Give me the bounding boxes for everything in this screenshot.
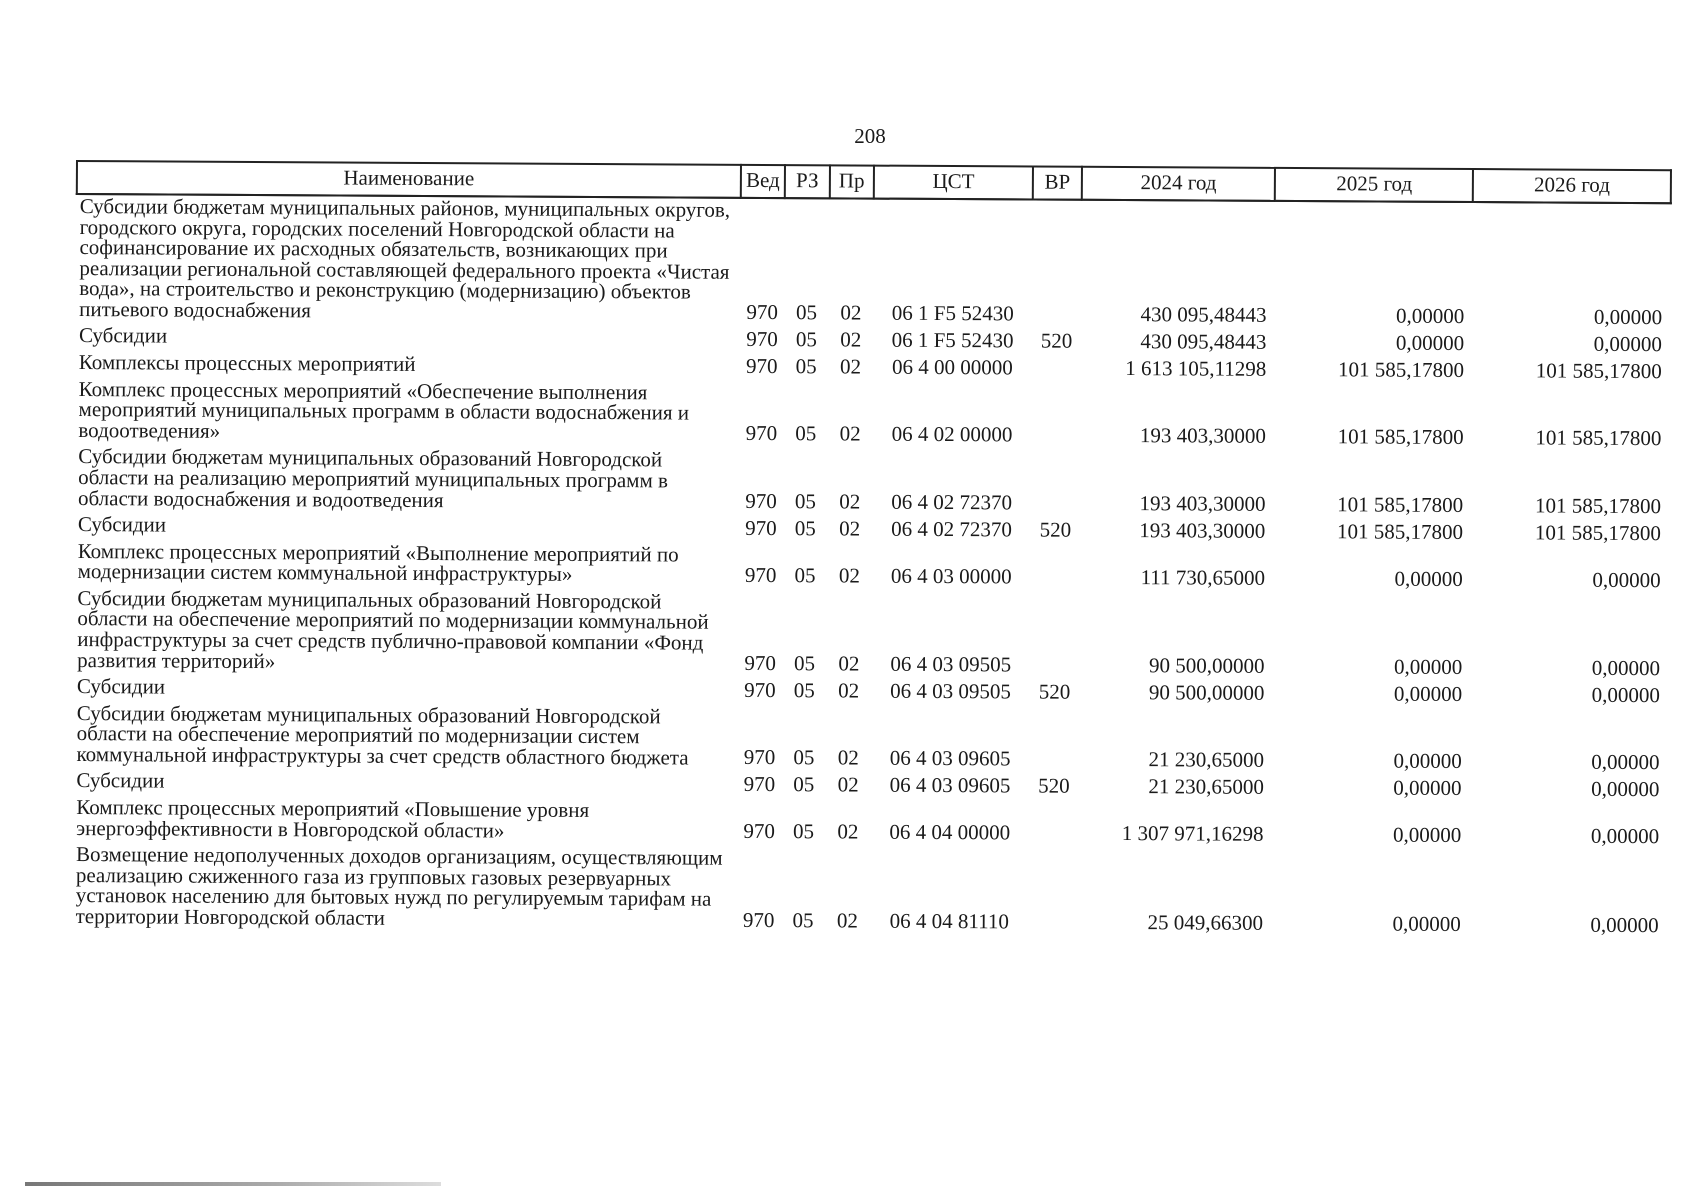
row-amount-2025: 101 585,17800 [1337, 356, 1465, 382]
row-amount-2024: 111 730,65000 [1140, 564, 1266, 590]
row-amount-2026: 0,00000 [1592, 567, 1661, 592]
row-cst: 06 1 F5 52430 [891, 301, 1014, 326]
row-amount-2025: 0,00000 [1393, 749, 1462, 774]
row-cst: 06 1 F5 52430 [891, 327, 1014, 353]
row-amount-2025: 0,00000 [1395, 330, 1465, 356]
row-pr: 02 [839, 489, 861, 514]
table-row [76, 194, 1671, 334]
row-ved: 970 [743, 771, 776, 797]
row-vr [1031, 545, 1080, 592]
row-name: Субсидии бюджетам муниципальных образований Новгородской области на обеспечение мероприятий по модернизации коммунальной инфраструктуры за счет средств публично-правовой компании «Фонд развития территорий» [77, 585, 709, 673]
table-row [73, 702, 1667, 779]
table-row [73, 843, 1667, 940]
row-amount-2026: 0,00000 [1593, 331, 1663, 357]
row-name: Субсидии [78, 323, 168, 348]
row-ved: 970 [746, 326, 778, 352]
row-vr [1030, 707, 1079, 775]
row-amount-2024: 1 613 105,11298 [1125, 355, 1267, 381]
row-vr [1032, 357, 1081, 384]
table-row [74, 587, 1668, 684]
row-amount-2024: 430 095,48443 [1140, 329, 1267, 354]
row-cst: 06 4 02 72370 [891, 489, 1013, 515]
row-pr: 02 [837, 819, 859, 844]
row-rz: 05 [794, 489, 817, 514]
row-ved: 970 [746, 300, 778, 325]
row-name: Комплекс процессных мероприятий «Обеспечение выполнения мероприятий муниципальных программ в области водоснабжения и водоотведения» [78, 376, 690, 443]
row-name: Комплекс процессных мероприятий «Повышение уровня энергоэффективности в Новгородской области» [76, 795, 590, 843]
row-cst: 06 4 03 00000 [890, 563, 1012, 589]
row-amount-2024: 1 307 971,16298 [1121, 821, 1264, 847]
row-rz: 05 [794, 515, 816, 540]
row-cst: 06 4 00 00000 [892, 354, 1013, 380]
row-vr: 520 [1040, 328, 1073, 353]
scan-edge-line [25, 1182, 441, 1186]
row-amount-2026: 0,00000 [1591, 750, 1660, 775]
page-number: 208 [854, 124, 886, 148]
row-cst: 06 4 03 09505 [890, 651, 1012, 677]
row-amount-2026: 101 585,17800 [1534, 520, 1661, 545]
row-amount-2024: 90 500,00000 [1148, 679, 1265, 705]
row-amount-2025: 0,00000 [1393, 775, 1462, 801]
row-amount-2026: 0,00000 [1590, 823, 1660, 849]
row-cst: 06 4 04 81110 [889, 908, 1009, 933]
row-ved: 970 [745, 488, 777, 514]
row-pr: 02 [840, 327, 862, 352]
row-amount-2026: 101 585,17800 [1534, 493, 1662, 519]
header-pr: Пр [829, 165, 874, 198]
row-pr: 02 [838, 563, 860, 588]
row-rz: 05 [793, 651, 816, 676]
row-ved: 970 [744, 677, 776, 702]
row-amount-2026: 101 585,17800 [1535, 358, 1662, 383]
header-name: Наименование [77, 161, 741, 198]
table-row [75, 445, 1669, 522]
row-rz: 05 [795, 421, 817, 446]
row-amount-2025: 0,00000 [1393, 822, 1462, 848]
row-pr: 02 [839, 421, 861, 446]
row-rz: 05 [795, 327, 817, 352]
row-name: Субсидии бюджетам муниципальных образований Новгородской области на обеспечение мероприятий по модернизации систем коммунальной инфраструктуры за счет средств областного бюджета [76, 700, 689, 770]
row-vr: 520 [1039, 517, 1072, 542]
row-amount-2024: 193 403,30000 [1139, 517, 1266, 543]
row-name: Субсидии бюджетам муниципальных районов, муниципальных округов, городского округа, городских поселений Новгородской области на софинансирование их расходных обязательств, возникающих при реализации региональной составляющей федерального проекта «Чистая вода», на строительство и реконструкцию (модернизацию) объектов питьевого водоснабжения [79, 194, 731, 323]
row-cst: 06 4 02 72370 [891, 516, 1012, 542]
row-pr: 02 [837, 745, 859, 770]
row-pr: 02 [837, 772, 859, 797]
row-rz: 05 [793, 745, 815, 770]
row-pr: 02 [839, 516, 861, 541]
row-vr: 520 [1038, 773, 1070, 798]
row-amount-2026: 0,00000 [1593, 305, 1663, 330]
row-cst: 06 4 03 09605 [889, 746, 1011, 771]
row-name: Комплекс процессных мероприятий «Выполнение мероприятий по модернизации систем коммунальной инфраструктуры» [77, 538, 679, 587]
row-amount-2025: 101 585,17800 [1337, 424, 1464, 450]
row-cst: 06 4 04 00000 [889, 819, 1011, 845]
row-rz: 05 [792, 907, 814, 932]
row-vr [1031, 451, 1080, 519]
row-vr: 520 [1038, 679, 1071, 704]
row-vr [1029, 802, 1078, 849]
row-amount-2026: 0,00000 [1590, 912, 1659, 937]
table-row [75, 378, 1669, 455]
header-ved: Вед [741, 165, 786, 198]
row-amount-2024: 193 403,30000 [1139, 423, 1266, 449]
row-ved: 970 [743, 819, 775, 844]
header-2025: 2025 год [1275, 168, 1473, 202]
row-amount-2025: 0,00000 [1393, 654, 1463, 680]
row-amount-2026: 0,00000 [1591, 655, 1661, 681]
row-ved: 970 [745, 515, 777, 540]
row-name: Субсидии [77, 512, 167, 537]
budget-table [72, 160, 1672, 941]
header-2026: 2026 год [1473, 169, 1671, 203]
row-amount-2026: 101 585,17800 [1535, 425, 1662, 451]
row-amount-2024: 430 095,48443 [1140, 302, 1267, 328]
row-amount-2025: 101 585,17800 [1337, 492, 1464, 518]
header-rz: РЗ [785, 165, 830, 198]
row-name: Комплексы процессных мероприятий [78, 350, 416, 377]
row-amount-2024: 25 049,66300 [1147, 909, 1264, 935]
row-ved: 970 [744, 650, 776, 676]
header-cst: ЦСТ [874, 166, 1034, 200]
row-cst: 06 4 03 09605 [889, 772, 1011, 798]
row-ved: 970 [743, 745, 776, 770]
row-pr: 02 [840, 300, 862, 325]
row-ved: 970 [742, 907, 775, 932]
row-pr: 02 [840, 354, 862, 379]
row-ved: 970 [745, 421, 778, 446]
row-pr: 02 [836, 907, 858, 933]
row-amount-2026: 0,00000 [1591, 776, 1660, 802]
row-rz: 05 [793, 772, 815, 797]
row-amount-2025: 101 585,17800 [1337, 518, 1464, 544]
row-vr [1029, 849, 1078, 938]
row-vr [1032, 383, 1081, 451]
row-pr: 02 [838, 651, 860, 676]
row-amount-2025: 0,00000 [1392, 911, 1461, 936]
header-2024: 2024 год [1082, 167, 1276, 201]
row-pr: 02 [838, 678, 860, 703]
row-amount-2025: 0,00000 [1394, 566, 1463, 591]
row-amount-2025: 0,00000 [1393, 681, 1463, 706]
row-rz: 05 [792, 819, 815, 844]
row-amount-2024: 193 403,30000 [1139, 491, 1266, 516]
row-rz: 05 [795, 300, 818, 325]
row-vr [1030, 592, 1079, 681]
row-name: Субсидии [76, 674, 166, 699]
row-ved: 970 [746, 353, 778, 378]
row-rz: 05 [794, 562, 816, 588]
row-ved: 970 [744, 562, 777, 587]
header-vr: ВР [1033, 167, 1082, 200]
row-amount-2026: 0,00000 [1591, 682, 1661, 707]
row-cst: 06 4 03 09505 [890, 678, 1012, 704]
row-cst: 06 4 02 00000 [891, 422, 1013, 447]
row-name: Возмещение недополученных доходов организациям, осуществляющим реализацию сжиженного газа из групповых газовых резервуарных установок населению для бытовых нужд по регулируемым тарифам на территории Новгородской области [75, 842, 723, 930]
row-name: Субсидии бюджетам муниципальных образований Новгородской области на реализацию мероприятий муниципальных программ в области водоснабжения и водоотведения [77, 444, 669, 512]
row-amount-2024: 21 230,65000 [1148, 747, 1265, 773]
row-amount-2024: 21 230,65000 [1148, 774, 1264, 799]
row-amount-2024: 90 500,00000 [1148, 653, 1265, 678]
row-rz: 05 [793, 677, 815, 702]
row-amount-2025: 0,00000 [1395, 304, 1465, 329]
row-vr [1032, 200, 1081, 331]
row-rz: 05 [795, 353, 817, 378]
row-name: Субсидии [76, 768, 165, 793]
